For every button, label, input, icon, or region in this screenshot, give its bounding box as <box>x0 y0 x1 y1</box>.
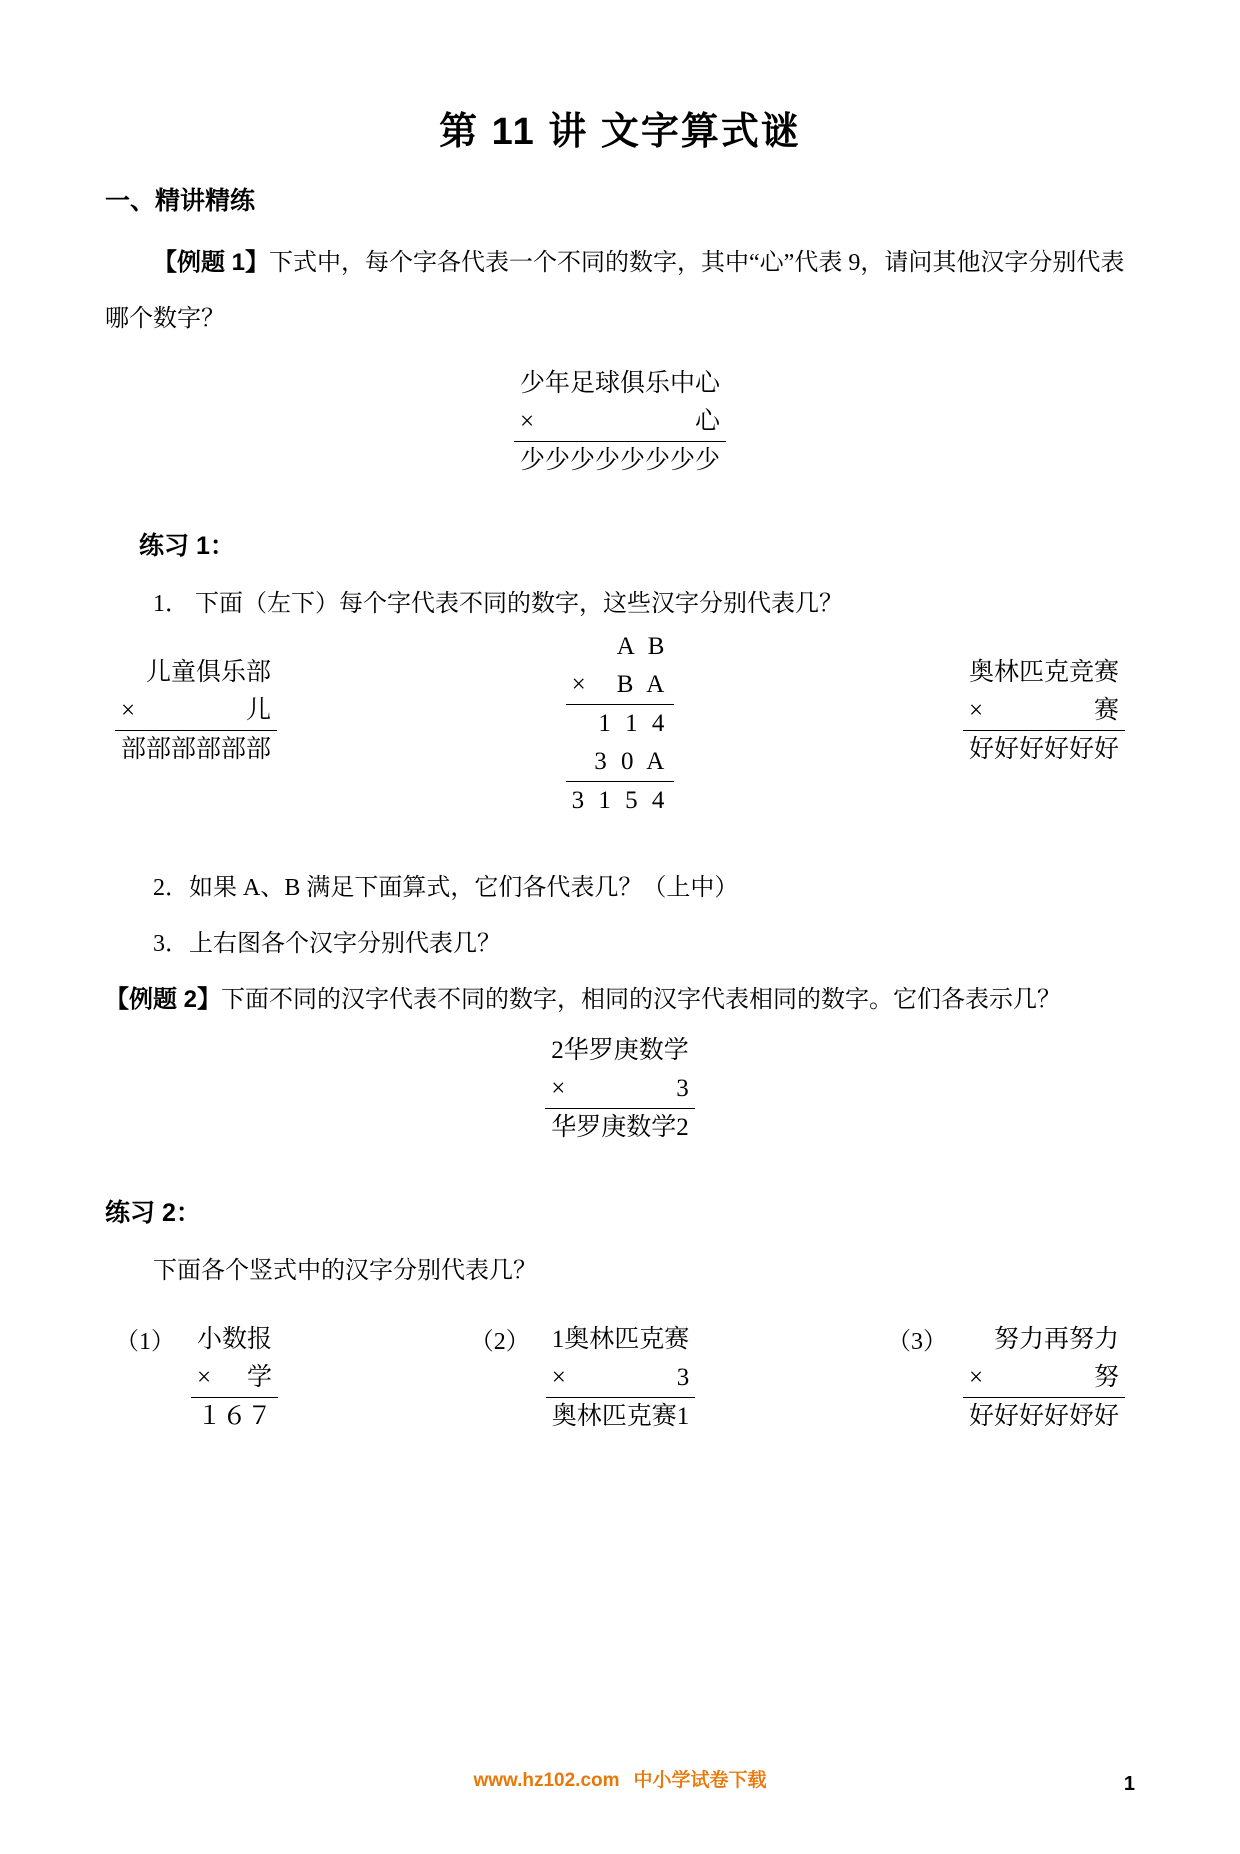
practice-2-prompt: 下面各个竖式中的汉字分别代表几？ <box>153 1258 537 1284</box>
page-title: 第 11 讲 文字算式谜 <box>439 111 801 153</box>
item-number: （2） <box>469 1329 530 1355</box>
page-number: 1 <box>1123 1773 1135 1795</box>
example-2-puzzle-wrap <box>105 1032 1135 1147</box>
puzzle-line-2: 3 <box>676 1075 689 1102</box>
puzzle-line-2: 3 <box>676 1364 690 1391</box>
puzzle-line-1: A B <box>616 633 669 660</box>
puzzle-line-1: 努力再努力 <box>993 1326 1119 1353</box>
practice-1-puzzle-left-col <box>115 654 277 769</box>
puzzle-operator-row <box>514 403 726 441</box>
puzzle-line-2: 赛 <box>1093 697 1119 724</box>
puzzle-result: 3 1 5 4 <box>566 781 675 820</box>
item-number: （1） <box>115 1329 175 1355</box>
puzzle-line-1: 奥林匹克竞赛 <box>968 659 1119 686</box>
puzzle-operator-row <box>191 1359 278 1397</box>
example-1-text: 下式中，每个字各代表一个不同的数字，其中“心”代表 9，请问其他汉字分别代表哪个数字？ <box>105 250 1125 332</box>
practice-2-puzzle-1 <box>191 1321 278 1436</box>
puzzle-line-1: 1奥林匹克赛 <box>551 1326 690 1353</box>
puzzle-operator-row <box>545 1070 695 1108</box>
example-1-paragraph <box>105 235 1135 347</box>
section-heading-1: 一、精讲精练 <box>105 187 256 215</box>
puzzle-result: 好好好好好好 <box>963 730 1125 769</box>
practice-2-puzzle-3 <box>963 1321 1125 1436</box>
multiply-icon: × <box>551 1075 566 1102</box>
example-2-paragraph <box>105 972 1135 1028</box>
practice-2-item-3 <box>887 1321 1125 1436</box>
example-1-puzzle <box>514 365 726 480</box>
puzzle-line-2: 心 <box>694 408 720 435</box>
practice-1-puzzle-right <box>963 654 1125 769</box>
puzzle-result: 华罗庚数学2 <box>545 1108 695 1147</box>
example-1-puzzle-wrap <box>105 365 1135 480</box>
puzzle-line-1: 2华罗庚数学 <box>551 1037 689 1064</box>
footer-text: 中小学试卷下载 <box>633 1770 767 1791</box>
multiply-icon: × <box>968 1364 984 1391</box>
puzzle-partial-1: 1 1 4 <box>566 704 675 743</box>
practice-2-item-2 <box>470 1321 696 1436</box>
multiply-icon: × <box>121 697 136 724</box>
puzzle-operator-row <box>963 1359 1125 1397</box>
puzzle-result: １６７ <box>191 1397 278 1436</box>
multiply-icon: × <box>551 1364 566 1391</box>
puzzle-line-2: B A <box>616 671 669 698</box>
example-2-label: 【例题 2】 <box>105 986 222 1013</box>
practice-1-puzzle-middle-col <box>566 628 675 820</box>
practice-2-puzzle-2 <box>546 1321 696 1436</box>
example-2-text: 下面不同的汉字代表不同的数字，相同的汉字代表相同的数字。它们各表示几？ <box>221 987 1062 1013</box>
practice-1-puzzle-middle <box>566 628 675 820</box>
practice-2-item-1 <box>115 1321 278 1436</box>
item-number: （3） <box>886 1329 947 1355</box>
document-page <box>0 100 1240 1854</box>
puzzle-result: 好好好好妤好 <box>963 1397 1125 1436</box>
practice-1-question-1: 1． 下面（左下）每个字代表不同的数字，这些汉字分别代表几？ <box>153 591 843 617</box>
puzzle-operator-row <box>546 1359 696 1397</box>
multiply-icon: × <box>519 408 535 435</box>
multiply-icon: × <box>571 671 590 698</box>
example-1-label: 【例题 1】 <box>153 249 270 276</box>
practice-1-puzzle-left <box>115 654 277 769</box>
puzzle-line-1: 少年足球俱乐中心 <box>519 370 720 397</box>
puzzle-operator-row <box>115 692 277 730</box>
puzzle-line-1: 儿童俱乐部 <box>146 659 272 686</box>
puzzle-line-1: 小数报 <box>197 1326 273 1353</box>
puzzle-operator-row <box>963 692 1125 730</box>
example-2-puzzle <box>545 1032 695 1147</box>
practice-1-puzzle-right-col <box>963 654 1125 769</box>
practice-1-question-3: 3．上右图各个汉字分别代表几？ <box>153 931 501 957</box>
page-footer <box>0 1765 1240 1792</box>
puzzle-result: 少少少少少少少少 <box>514 441 726 480</box>
puzzle-operator-row <box>566 666 675 704</box>
multiply-icon: × <box>197 1364 212 1391</box>
puzzle-line-2: 儿 <box>246 697 272 724</box>
puzzle-line-2: 学 <box>247 1364 273 1391</box>
practice-2-heading: 练习 2： <box>105 1199 201 1227</box>
practice-2-puzzle-row <box>105 1321 1135 1436</box>
puzzle-line-2: 努 <box>1093 1364 1119 1391</box>
practice-1-question-2: 2．如果 A、B 满足下面算式，它们各代表几？（上中） <box>153 875 739 901</box>
puzzle-result: 部部部部部部 <box>115 730 277 769</box>
practice-1-heading: 练习 1： <box>139 532 235 560</box>
puzzle-result: 奥林匹克赛1 <box>546 1397 696 1436</box>
multiply-icon: × <box>968 697 984 724</box>
practice-1-puzzle-row <box>105 633 1135 820</box>
puzzle-partial-2: 3 0 A <box>594 748 669 775</box>
footer-url[interactable]: www.hz102.com <box>473 1770 620 1791</box>
